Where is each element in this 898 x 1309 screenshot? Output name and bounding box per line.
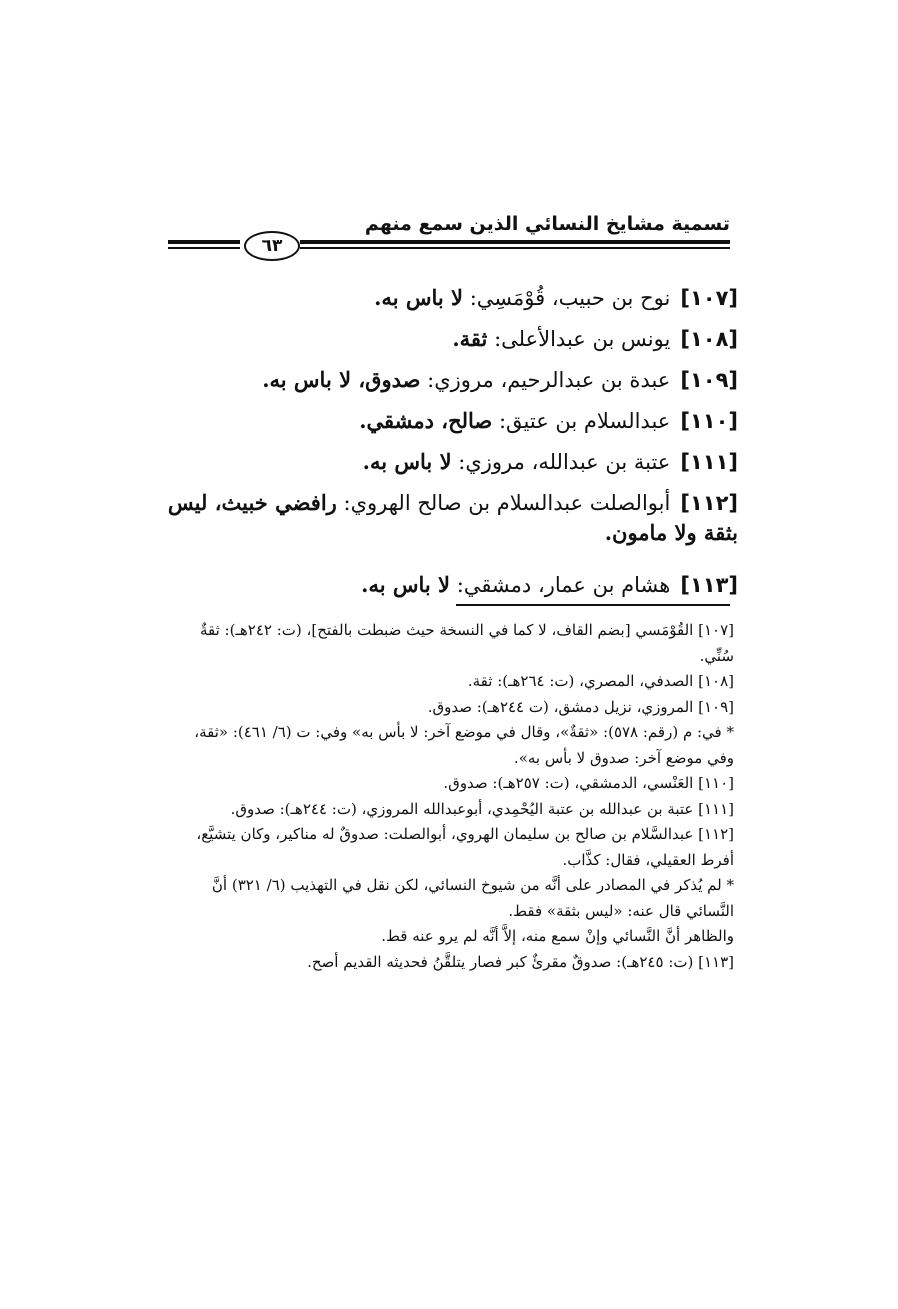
entry-108	[160, 324, 738, 365]
footnote-109-note: * في: م (رقم: ٥٧٨): «ثقةٌ»، وقال في موضع آخر: لا بأس به» وفي: ت (٦/ ٤٦١): «ثقة، وفي موضع آخر: صدوق لا بأس به».	[194, 723, 734, 767]
entry-number: [١١٣]	[680, 573, 738, 597]
entry-number: [١٠٩]	[680, 368, 738, 392]
footnote-112: [١١٢] عبدالسَّلام بن صالح بن سليمان الهروي، أبوالصلت: صدوقٌ له مناكير، وكان يتشيَّع، أفرط العقيلي، فقال: كذَّاب.	[196, 825, 734, 869]
entry-verdict: لا باس به.	[362, 449, 452, 474]
footnote-108: [١٠٨] الصدفي، المصري، (ت: ٢٦٤هـ): ثقة.	[467, 672, 734, 690]
entry-109	[160, 365, 738, 406]
entry-text: عبدة بن عبدالرحيم، مروزي:	[427, 368, 671, 392]
running-header-title: تسمية مشايخ النسائي الذين سمع منهم	[364, 213, 730, 235]
entry-text: هشام بن عمار، دمشقي:	[456, 573, 671, 597]
header-rule	[168, 231, 730, 259]
entry-text: عتبة بن عبدالله، مروزي:	[458, 450, 671, 474]
entry-110	[160, 406, 738, 447]
entry-number: [١٠٨]	[680, 327, 738, 351]
entry-verdict: رافضي خبيث، ليس بثقة ولا مامون.	[167, 490, 738, 545]
entry-number: [١١٢]	[680, 491, 738, 515]
entry-verdict: لا باس به.	[374, 285, 464, 310]
entry-number: [١١٠]	[680, 409, 738, 433]
footnote-112-remark: والظاهر أنَّ النَّسائي وإنْ سمع منه، إلاَّ أنَّه لم يرو عنه قط.	[381, 927, 734, 945]
header-rule-left	[168, 240, 240, 252]
header-rule-right	[300, 240, 730, 252]
entry-text: نوح بن حبيب، قُوْمَسِي:	[469, 286, 671, 310]
entry-111	[160, 447, 738, 488]
entry-107	[160, 283, 738, 324]
entry-number: [١٠٧]	[680, 286, 738, 310]
entry-text: يونس بن عبدالأعلى:	[494, 327, 671, 351]
entry-verdict: لا باس به.	[361, 572, 451, 597]
footnote-separator	[456, 604, 730, 606]
entry-verdict: ثقة.	[452, 326, 488, 351]
footnote-111: [١١١] عتبة بن عبدالله بن عتبة اليُحْمِدي، أبوعبدالله المروزي، (ت: ٢٤٤هـ): صدوق.	[230, 799, 734, 818]
footnote-109: [١٠٩] المروزي، نزيل دمشق، (ت ٢٤٤هـ): صدوق.	[427, 697, 734, 716]
entry-verdict: صدوق، لا باس به.	[262, 367, 421, 392]
entry-text: عبدالسلام بن عتيق:	[498, 409, 671, 433]
page-number: ٦٣	[244, 231, 300, 261]
footnote-112-note: * لم يُذكر في المصادر على أنَّه من شيوخ النسائي، لكن نقل في التهذيب (٦/ ٣٢١) أنَّ النَّسائي قال عنه: «ليس بثقة» فقط.	[211, 876, 734, 920]
footnote-113: [١١٣] (ت: ٢٤٥هـ): صدوقٌ مقرئٌ كبر فصار يتلقَّنُ فحديثه القديم أصح.	[307, 952, 734, 971]
entry-verdict: صالح، دمشقي.	[359, 408, 493, 433]
footnote-107: [١٠٧] القُوْمَسي [بضم القاف، لا كما في النسخة حيث ضبطت بالفتح]، (ت: ٢٤٢هـ): ثقةٌ سُنِّي.	[199, 621, 734, 665]
entries-list	[160, 283, 738, 611]
entry-text: أبوالصلت عبدالسلام بن صالح الهروي:	[343, 491, 671, 515]
entry-112	[160, 488, 738, 570]
footnote-110: [١١٠] العَنْسي، الدمشقي، (ت: ٢٥٧هـ): صدوق.	[443, 774, 734, 792]
entry-number: [١١١]	[680, 450, 738, 474]
footnotes	[164, 618, 734, 975]
